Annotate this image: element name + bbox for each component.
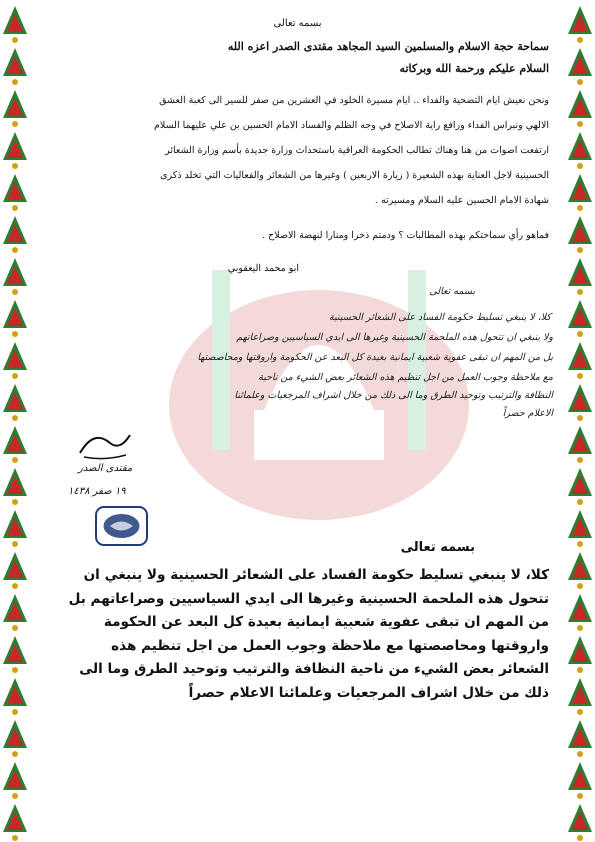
letter-addressee: سماحة حجة الاسلام والمسلمين السيد المجاهد مقتدى الصدر اعزه الله [227,40,549,53]
border-motif-icon [568,384,592,421]
border-motif-icon [3,258,27,295]
border-motif-icon [3,6,27,43]
official-seal-icon [94,505,149,547]
letter-greeting: السلام عليكم ورحمة الله وبركاته [399,62,549,75]
letter-sender: ابو محمد اليعقوبي [227,263,299,274]
border-motif-icon [3,216,27,253]
border-motif-icon [3,552,27,589]
letter-body-line: ارتفعت اصوات من هنا وهناك تطالب الحكومة العراقية باستحداث وزارة جديدة بأسم وزارة الشعائر [165,145,549,156]
border-motif-icon [568,594,592,631]
border-ornament-icon [565,0,595,842]
transcription-line: الشعائر بعض الشيء من ناحية النظافة والترتيب وتوحيد الطرق وما الى [79,661,549,677]
border-motif-icon [3,678,27,715]
letter-question: فماهو رأي سماحتكم بهذه المطالبات ؟ ودمتم ذخرا ومنارا لنهضة الاصلاح . [262,230,549,241]
border-motif-icon [568,300,592,337]
border-motif-icon [568,804,592,841]
handwritten-line: بل من المهم ان تبقى عفوية شعبية ايمانية بعيدة كل البعد عن الحكومة واروقتها ومحاصصتها [197,352,553,363]
handwritten-basmala: بسمه تعالى [429,286,475,297]
border-motif-icon [568,216,592,253]
border-motif-icon [3,174,27,211]
letter-content [34,0,561,842]
border-motif-icon [568,510,592,547]
border-motif-icon [3,762,27,799]
border-motif-icon [568,6,592,43]
letter-body-line: الحسينية لاجل العناية بهذه الشعيرة ( زيارة الاربعين ) وغيرها من الشعائر والفعاليات التي تخلد ذكرى [160,170,549,181]
border-motif-icon [3,48,27,85]
border-motif-icon [568,720,592,757]
transcription-line: ذلك من خلال اشراف المرجعيات وعلمائنا الاعلام حصراً [188,684,549,701]
border-motif-icon [3,132,27,169]
right-decorative-border [565,0,595,842]
border-motif-icon [568,468,592,505]
border-motif-icon [3,510,27,547]
handwritten-line: النظافة والترتيب وتوحيد الطرق وما الى ذلك من خلال اشراف المرجعيات وعلمائنا [234,390,553,401]
border-motif-icon [3,468,27,505]
border-motif-icon [568,48,592,85]
border-motif-icon [568,258,592,295]
transcription-line: تتحول هذه الملحمة الحسينية وغيرها الى ايدي السياسيين وصراعاتهم بل [68,590,549,607]
border-motif-icon [3,426,27,463]
border-motif-icon [3,384,27,421]
border-motif-icon [568,426,592,463]
signature-title: مقتدى الصدر [78,463,133,474]
transcription-line: واروقتها ومحاصصتها مع ملاحظة وجوب العمل من اجل تنظيم هذه [111,637,549,654]
left-decorative-border [0,0,30,842]
border-motif-icon [568,174,592,211]
border-ornament-icon [0,0,30,842]
border-motif-icon [3,720,27,757]
border-motif-icon [3,90,27,127]
border-motif-icon [568,678,592,715]
border-motif-icon [3,594,27,631]
letter-body-line: ونحن نعيش ايام التضحية والفداء .. ايام مسيرة الخلود في العشرين من صفر للسير الى كعبة العشق [159,95,549,106]
transcription-basmala: بسمه تعالى [400,540,475,555]
transcription-line: كلا، لا ينبغي تسليط حكومة الفساد على الشعائر الحسينية ولا ينبغي ان [83,567,549,583]
border-motif-icon [568,342,592,379]
border-motif-icon [3,804,27,841]
border-motif-icon [568,636,592,673]
letter-body [48,88,549,213]
letter-body-line: شهادة الامام الحسين عليه السلام ومسيرته . [374,195,549,206]
border-motif-icon [568,132,592,169]
letter-body-line: الالهي ونبراس الفداء ورافع راية الاصلاح في وجه الظلم والفساد الامام الحسين بن علي عليهما السلام [154,120,549,131]
handwritten-line: الاعلام حصراً [502,408,553,419]
border-motif-icon [568,552,592,589]
border-motif-icon [568,90,592,127]
border-motif-icon [3,342,27,379]
handwritten-line: كلا، لا ينبغي تسليط حكومة الفساد على الشعائر الحسينية [329,312,551,323]
letter-basmala: بسمه تعالى [273,18,322,29]
border-motif-icon [3,300,27,337]
transcription-body [44,564,549,705]
border-motif-icon [3,636,27,673]
handwritten-line: مع ملاحظة وجوب العمل من اجل تنظيم هذه الشعائر بعض الشيء من ناحية [258,372,553,383]
signature-icon [74,425,134,465]
handwritten-line: ولا ينبغي ان تتحول هذه الملحمة الحسينية وغيرها الى ايدي السياسيين وصراعاتهم [236,332,553,343]
border-motif-icon [568,762,592,799]
signature-date: ١٩ صفر ١٤٣٨ [68,486,126,497]
transcription-line: من المهم ان تبقى عفوية شعبية ايمانية بعيدة كل البعد عن الحكومة [103,614,549,630]
